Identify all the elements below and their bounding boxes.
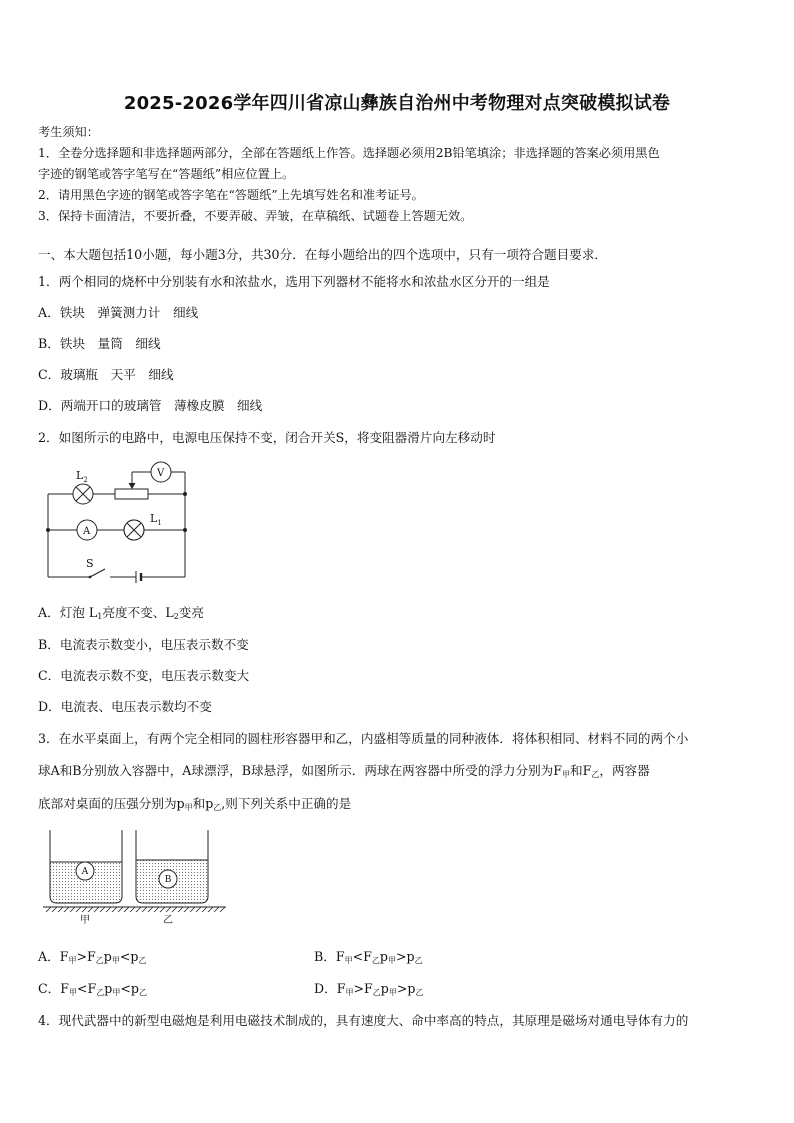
q2-option-d[interactable]: D．电流表、电压表示数均不变	[38, 699, 212, 714]
ammeter-label: A	[83, 526, 91, 537]
q1-option-b[interactable]: B．铁块 量筒 细线	[38, 336, 161, 351]
q3-option-b[interactable]: B．$F_甲<F_乙p_甲>p_乙$	[314, 949, 423, 965]
voltmeter-label: V	[157, 468, 165, 479]
notice-item: 2．请用黑色字迹的钢笔或答字笔在“答题纸”上先填写姓名和准考证号。	[38, 188, 424, 202]
q2-option-a[interactable]: A．灯泡 $L_1$亮度不变、$L_2$变亮	[38, 605, 204, 621]
question-3-line-2: 球A和B分别放入容器中，A球漂浮，B球悬浮，如图所示．两球在两容器中所受的浮力分别为$F_甲$和$F_乙$，两容器	[38, 763, 650, 779]
question-3-line-1: 3．在水平桌面上，有两个完全相同的圆柱形容器甲和乙，内盛相等质量的同种液体．将体积相同、材料不同的两个小	[38, 731, 689, 746]
label-l1: $L_1$	[150, 512, 162, 527]
question-1-stem: 1．两个相同的烧杯中分别装有水和浓盐水，选用下列器材不能将水和浓盐水区分开的一组是	[38, 274, 550, 289]
circuit-diagram	[40, 458, 200, 588]
question-4-line-1: 4．现代武器中的新型电磁炮是利用电磁技术制成的，具有速度大、命中率高的特点，其原理是磁场对通电导体有力的	[38, 1013, 689, 1028]
q3-option-c[interactable]: C．$F_甲<F_乙p_甲<p_乙$	[38, 981, 147, 997]
notice-item: 1．全卷分选择题和非选择题两部分，全部在答题纸上作答。选择题必须用2B铅笔填涂；非选择题的答案必须用黑色	[38, 146, 660, 160]
notice-heading: 考生须知：	[38, 125, 99, 139]
label-l2: $L_2$	[76, 469, 88, 484]
q1-option-c[interactable]: C．玻璃瓶 天平 细线	[38, 367, 174, 382]
notice-item: 字迹的钢笔或答字笔写在“答题纸”相应位置上。	[38, 167, 295, 181]
q3-option-d[interactable]: D．$F_甲>F_乙p_甲>p_乙$	[314, 981, 424, 997]
ball-a-label: A	[81, 867, 89, 877]
q2-option-c[interactable]: C．电流表示数不变，电压表示数变大	[38, 668, 250, 683]
q3-option-a[interactable]: A．$F_甲>F_乙p_甲<p_乙$	[38, 949, 147, 965]
section-heading: 一、本大题包括10小题，每小题3分，共30分．在每小题给出的四个选项中，只有一项符合题目要求．	[38, 247, 608, 262]
q1-option-a[interactable]: A．铁块 弹簧测力计 细线	[38, 305, 199, 320]
q2-option-b[interactable]: B．电流表示数变小，电压表示数不变	[38, 637, 249, 652]
question-2-stem: 2．如图所示的电路中，电源电压保持不变，闭合开关S，将变阻器滑片向左移动时	[38, 430, 496, 445]
question-3-line-3: 底部对桌面的压强分别为$p_甲$和$p_乙$,则下列关系中正确的是	[38, 796, 352, 812]
containers-diagram	[40, 826, 230, 926]
page-title: 2025-2026学年四川省凉山彝族自治州中考物理对点突破模拟试卷	[123, 93, 671, 114]
switch-label: S	[86, 557, 94, 570]
label-yi: 乙	[163, 915, 173, 926]
ball-b-label: B	[164, 875, 172, 885]
exam-notice	[38, 122, 758, 227]
q1-option-d[interactable]: D．两端开口的玻璃管 薄橡皮膜 细线	[38, 398, 263, 413]
notice-item: 3．保持卡面清洁，不要折叠，不要弄破、弄皱，在草稿纸、试题卷上答题无效。	[38, 209, 473, 223]
label-jia: 甲	[80, 915, 90, 926]
